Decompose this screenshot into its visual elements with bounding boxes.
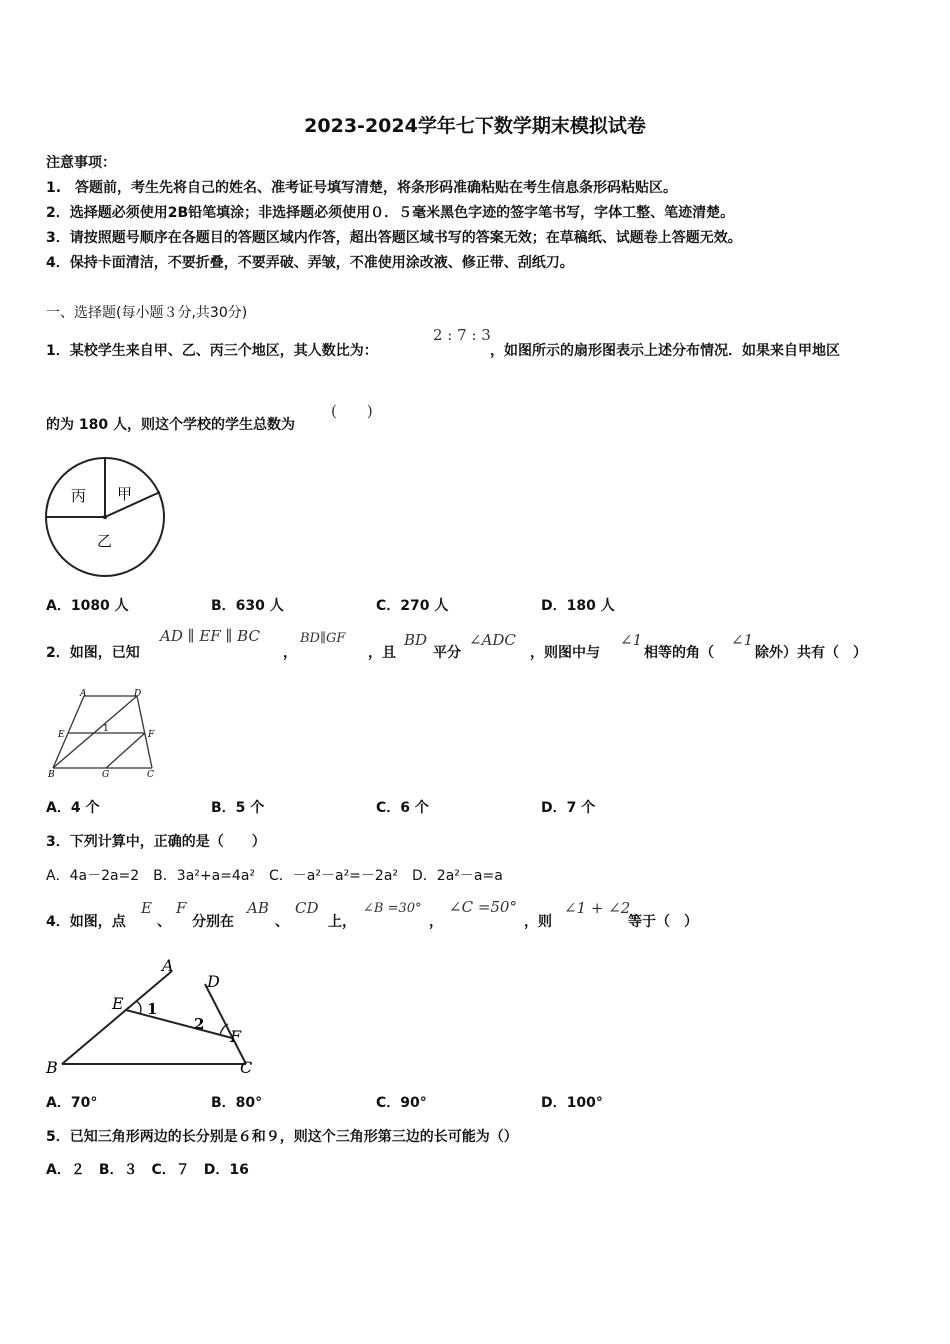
q2-math: AD ∥ EF ∥ BC (160, 627, 260, 645)
q1-option-c[interactable]: C．270 人 (376, 598, 449, 614)
notice-item: 3．请按照题号顺序在各题目的答题区域内作答，超出答题区域书写的答案无效；在草稿纸、试题卷上答题无效。 (46, 230, 742, 246)
q1-stem-line2: 的为 180 人，则这个学校的学生总数为 (46, 417, 295, 433)
q4-math: AB (247, 899, 269, 917)
q4-stem-part: 、 (157, 914, 171, 930)
q2-stem-part: ，且 (368, 645, 396, 661)
q4-math: ∠1 + ∠2 (564, 899, 631, 917)
q2-math: BD (404, 631, 428, 649)
label-C: C (147, 770, 154, 780)
q1-option-a[interactable]: A．1080 人 (46, 598, 129, 614)
q1-option-d[interactable]: D．180 人 (541, 598, 615, 614)
q4-math: F (176, 899, 187, 917)
q4-option-c[interactable]: C．90° (376, 1095, 427, 1111)
label-angle-1: 1 (103, 724, 109, 734)
q1-pie-chart (40, 452, 175, 584)
pie-label-bing: 丙 (71, 487, 87, 505)
q2-option-d[interactable]: D．7 个 (541, 800, 596, 816)
q2-stem-part: 除外）共有（ ） (755, 645, 867, 661)
q4-stem-part: 上， (328, 914, 356, 930)
q2-option-a[interactable]: A．4 个 (46, 800, 100, 816)
label-E: E (112, 994, 124, 1013)
q4-stem-part: 分别在 (192, 914, 234, 930)
label-F: F (230, 1027, 242, 1046)
q5-options[interactable]: A．２ B．３ C．７ D．16 (46, 1162, 249, 1178)
label-D: D (134, 689, 142, 699)
pie-radius (105, 492, 160, 517)
q2-option-c[interactable]: C．6 个 (376, 800, 429, 816)
q2-stem-part: ， (283, 645, 297, 661)
q1-ratio: 2 : 7 : 3 (433, 326, 491, 344)
label-angle-2: 2 (194, 1015, 205, 1033)
section-heading: 一、选择题(每小题３分,共30分) (46, 305, 248, 321)
pie-center (103, 515, 107, 519)
q1-stem-part: ，如图所示的扇形图表示上述分布情况．如果来自甲地区 (490, 343, 840, 359)
q4-math: ∠B =30° (363, 901, 422, 916)
q4-stem-part: 4．如图，点 (46, 914, 126, 930)
q4-option-d[interactable]: D．100° (541, 1095, 603, 1111)
pie-label-jia: 甲 (117, 485, 133, 503)
notice-item: 4．保持卡面清洁，不要折叠，不要弄破、弄皱，不准使用涂改液、修正带、刮纸刀。 (46, 255, 574, 271)
label-A: A (80, 689, 87, 699)
q4-stem-part: ，则 (524, 914, 552, 930)
q2-stem-part: 2．如图，已知 (46, 645, 140, 661)
q2-math: BD∥GF (300, 631, 346, 646)
pie-label-yi: 乙 (97, 532, 113, 550)
q2-stem-part: 平分 (433, 645, 461, 661)
q2-math: ∠1 (731, 631, 754, 649)
notice-heading: 注意事项： (46, 155, 116, 171)
page-title: 2023-2024学年七下数学期末模拟试卷 (304, 115, 646, 137)
q2-trapezoid-figure (44, 688, 164, 780)
q1-option-b[interactable]: B．630 人 (211, 598, 284, 614)
label-angle-1: 1 (147, 1000, 158, 1018)
q4-math: CD (295, 899, 319, 917)
q2-math: ∠ADC (469, 631, 516, 649)
q4-triangle-figure (40, 952, 270, 1082)
q4-stem-part: 等于（ ） (628, 914, 698, 930)
notice-item: 2．选择题必须使用2B铅笔填涂；非选择题必须使用０．５毫米黑色字迹的签字笔书写，字体工整、笔迹清楚。 (46, 205, 735, 221)
q1-answer-paren: ( ) (331, 402, 373, 420)
q1-stem-part: 1．某校学生来自甲、乙、丙三个地区，其人数比为： (46, 343, 378, 359)
q4-math: ∠C =50° (449, 898, 517, 916)
label-C: C (240, 1058, 253, 1077)
q4-math: E (141, 899, 152, 917)
label-E: E (58, 730, 65, 740)
q2-stem-part: 相等的角（ (644, 645, 714, 661)
q4-option-b[interactable]: B．80° (211, 1095, 263, 1111)
q3-options[interactable]: A．4a－2a=2 B．3a²+a=4a² C．－a²－a²=－2a² D．2a²－a=a (46, 868, 503, 884)
label-G: G (102, 770, 110, 780)
q2-option-b[interactable]: B．5 个 (211, 800, 265, 816)
q4-option-a[interactable]: A．70° (46, 1095, 98, 1111)
q5-stem: 5．已知三角形两边的长分别是６和９，则这个三角形第三边的长可能为（） (46, 1129, 518, 1145)
q2-stem-part: ，则图中与 (530, 645, 600, 661)
label-A: A (162, 956, 174, 975)
q4-stem-part: 、 (275, 914, 289, 930)
label-B: B (48, 770, 55, 780)
label-D: D (207, 972, 220, 991)
label-F: F (148, 730, 155, 740)
q4-stem-part: ， (429, 914, 443, 930)
notice-item: 1. 答题前，考生先将自己的姓名、准考证号填写清楚，将条形码准确粘贴在考生信息条形码粘贴区。 (46, 180, 678, 196)
q3-stem: 3．下列计算中，正确的是（ ） (46, 834, 266, 850)
label-B: B (46, 1058, 58, 1077)
q2-math: ∠1 (620, 631, 643, 649)
